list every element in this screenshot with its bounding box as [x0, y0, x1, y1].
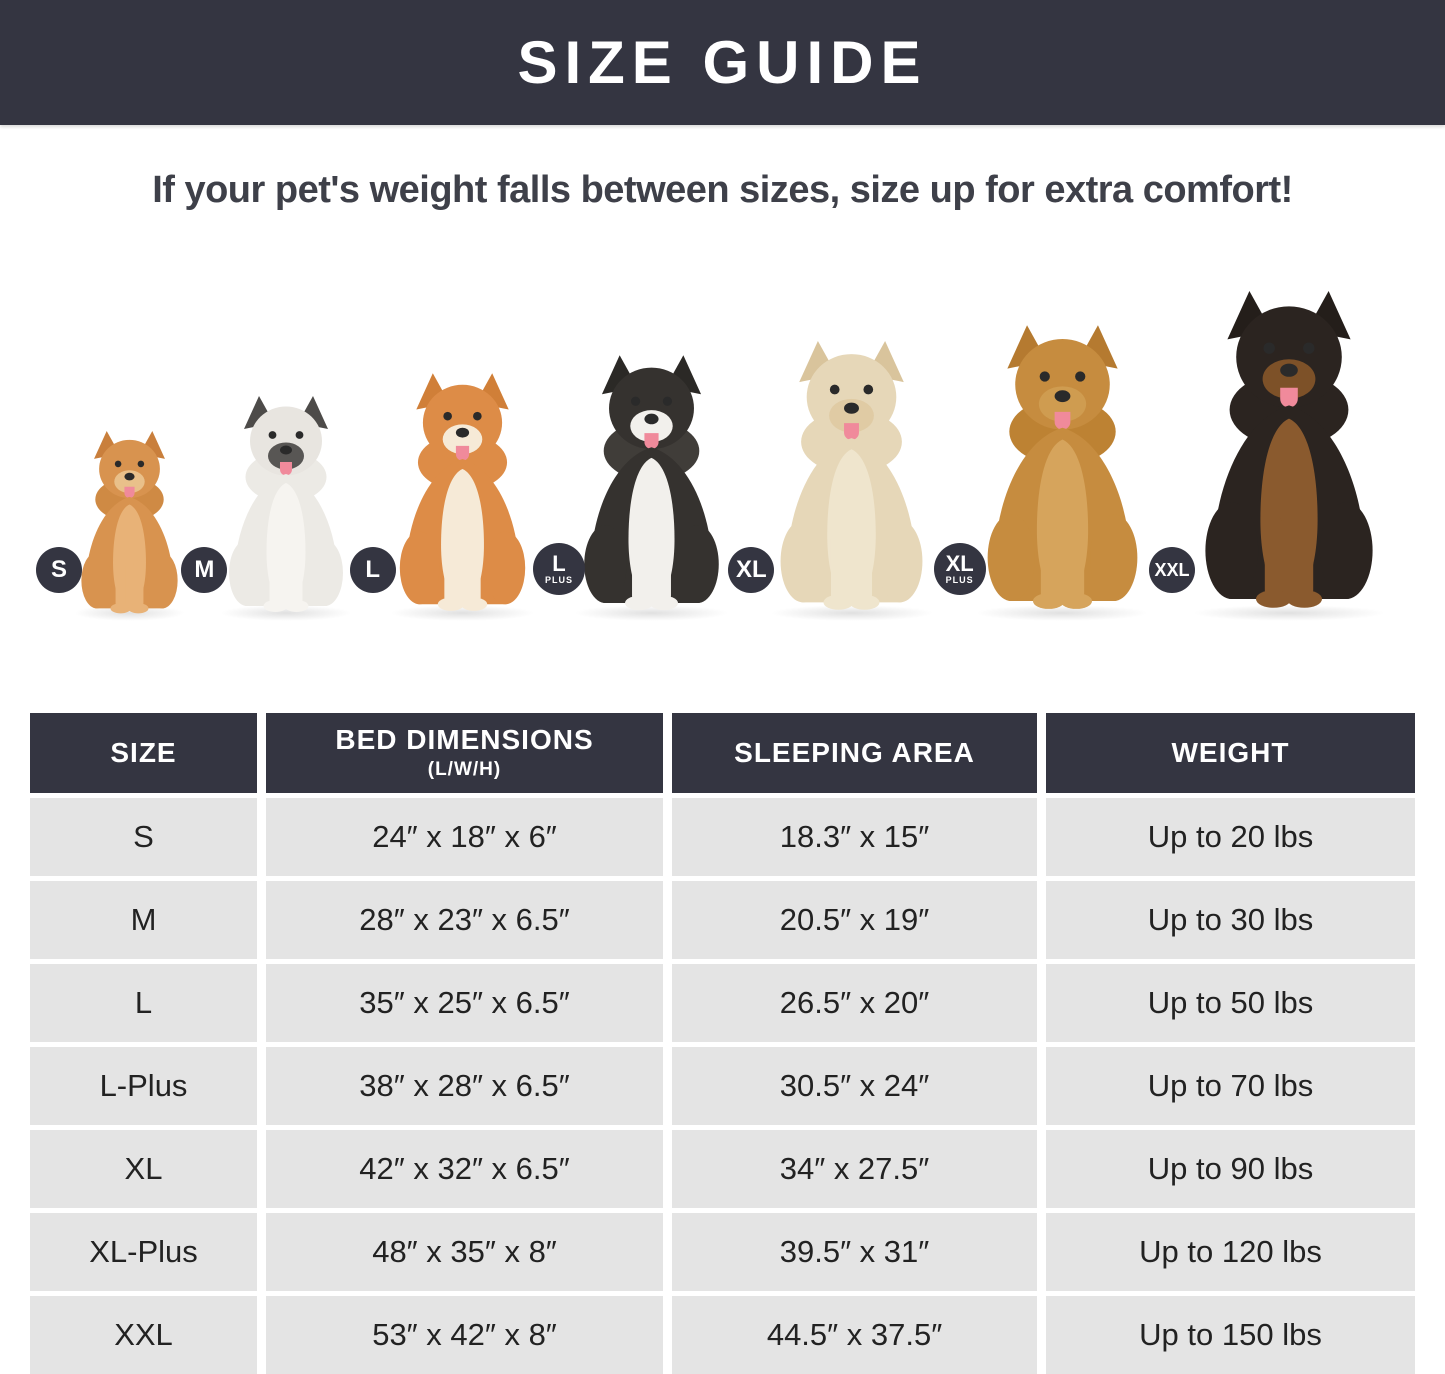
cell-sleeping-area: 30.5″ x 24″: [672, 1047, 1037, 1125]
page-title: SIZE GUIDE: [517, 29, 928, 96]
dog-figure-large-plus: [544, 355, 740, 621]
dog-figure-small: [50, 431, 193, 621]
cell-weight: Up to 90 lbs: [1046, 1130, 1415, 1208]
size-badge-label: S: [50, 555, 67, 583]
size-badge-s: [36, 547, 82, 593]
cell-bed-dimensions: 28″ x 23″ x 6.5″: [266, 881, 663, 959]
cell-bed-dimensions: 38″ x 28″ x 6.5″: [266, 1047, 663, 1125]
labrador-retriever-dog-icon: [758, 341, 945, 621]
column-header-size: [30, 713, 257, 793]
size-badge-l: [350, 547, 396, 593]
cell-size: L: [30, 964, 257, 1042]
cell-bed-dimensions: 24″ x 18″ x 6″: [266, 798, 663, 876]
size-badge-label: M: [194, 555, 215, 583]
pomeranian-dog-icon: [66, 431, 193, 621]
size-badge-l-plus: [533, 543, 585, 595]
cell-sleeping-area: 18.3″ x 15″: [672, 798, 1037, 876]
column-header-label: SLEEPING AREA: [734, 736, 975, 768]
dog-figure-xl-plus: [945, 325, 1161, 621]
cell-sleeping-area: 26.5″ x 20″: [672, 964, 1037, 1042]
dog-figure-xxl: [1154, 291, 1399, 621]
cell-weight: Up to 70 lbs: [1046, 1047, 1415, 1125]
dog-figure-medium: [194, 396, 361, 621]
cell-size: L-Plus: [30, 1047, 257, 1125]
shiba-inu-dog-icon: [380, 373, 545, 621]
size-badge-label: L: [365, 555, 380, 583]
column-header-sublabel: (L/W/H): [427, 759, 502, 781]
size-badge-label: XL: [945, 550, 974, 576]
column-header-label: SIZE: [110, 736, 177, 768]
cell-bed-dimensions: 48″ x 35″ x 8″: [266, 1213, 663, 1291]
sizing-advice-text: If your pet's weight falls between sizes, size up for extra comfort!: [152, 169, 1293, 211]
golden-retriever-dog-icon: [964, 325, 1161, 621]
cell-bed-dimensions: 53″ x 42″ x 8″: [266, 1296, 663, 1374]
cell-bed-dimensions: 35″ x 25″ x 6.5″: [266, 964, 663, 1042]
cell-sleeping-area: 20.5″ x 19″: [672, 881, 1037, 959]
size-badge-xl-plus: [934, 543, 986, 595]
dog-figure-large: [365, 373, 545, 621]
cell-bed-dimensions: 42″ x 32″ x 6.5″: [266, 1130, 663, 1208]
cell-weight: Up to 50 lbs: [1046, 964, 1415, 1042]
size-badge-xl: [728, 547, 774, 593]
cell-size: XL: [30, 1130, 257, 1208]
doberman-dog-icon: [1179, 291, 1399, 621]
column-header-weight: [1046, 713, 1415, 793]
cell-weight: Up to 150 lbs: [1046, 1296, 1415, 1374]
size-table: [30, 713, 1415, 1374]
size-badge-label: XXL: [1154, 559, 1190, 580]
size-badge-m: [181, 547, 227, 593]
size-badge-xxl: [1149, 547, 1195, 593]
cell-sleeping-area: 39.5″ x 31″: [672, 1213, 1037, 1291]
size-badge-sublabel: PLUS: [544, 574, 573, 585]
cell-size: M: [30, 881, 257, 959]
cell-weight: Up to 30 lbs: [1046, 881, 1415, 959]
cell-sleeping-area: 34″ x 27.5″: [672, 1130, 1037, 1208]
dog-figure-xl: [735, 341, 945, 621]
border-collie-dog-icon: [563, 355, 740, 621]
column-header-bed-dimensions: [266, 713, 663, 793]
column-header-sleeping-area: [672, 713, 1037, 793]
cell-size: XL-Plus: [30, 1213, 257, 1291]
cell-sleeping-area: 44.5″ x 37.5″: [672, 1296, 1037, 1374]
french-bulldog-dog-icon: [211, 396, 361, 621]
cell-weight: Up to 120 lbs: [1046, 1213, 1415, 1291]
size-badge-label: XL: [735, 555, 767, 583]
cell-size: S: [30, 798, 257, 876]
cell-size: XXL: [30, 1296, 257, 1374]
size-badge-sublabel: PLUS: [945, 574, 974, 585]
column-header-label: WEIGHT: [1171, 736, 1290, 768]
cell-weight: Up to 20 lbs: [1046, 798, 1415, 876]
dog-size-lineup: [0, 281, 1445, 621]
size-guide-header: [0, 0, 1445, 125]
column-header-label: BED DIMENSIONS: [335, 724, 594, 756]
size-badge-label: L: [552, 550, 566, 576]
